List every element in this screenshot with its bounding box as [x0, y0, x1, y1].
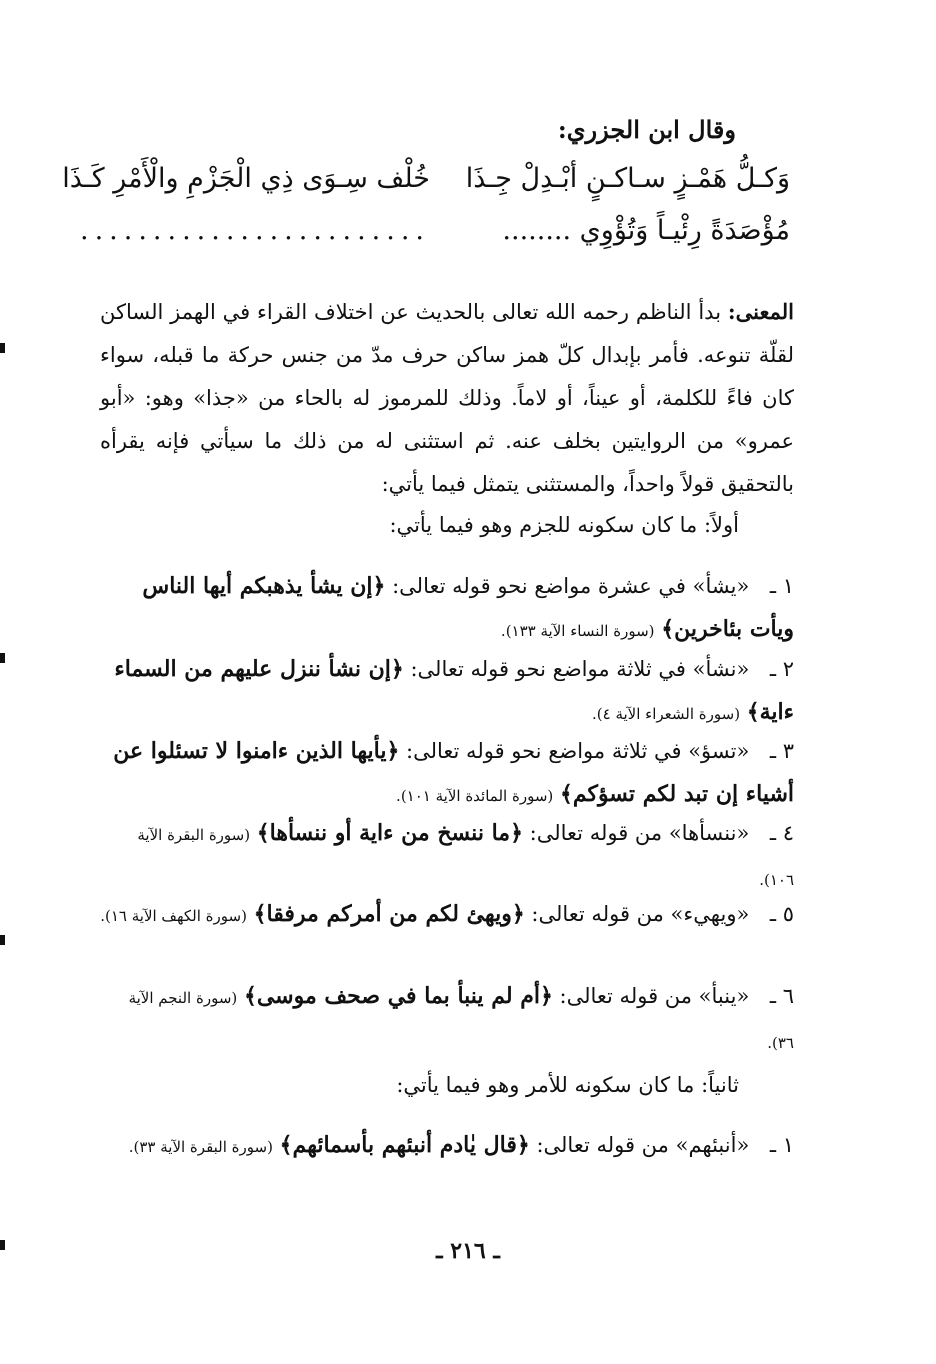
item-quote: ﴿قال يٰادم أنبئهم بأسمائهم﴾	[279, 1132, 530, 1158]
section-1-title: أولاً: ما كان سكونه للجزم وهو فيما يأتي:	[389, 513, 739, 537]
item-reference: (سورة النجم الآية ٣٦).	[128, 989, 794, 1052]
meaning-label: المعنى:	[727, 299, 794, 324]
item-word: «ويهيء» من قوله تعالى:	[531, 902, 750, 926]
item-reference: (سورة المائدة الآية ١٠١).	[396, 787, 554, 805]
item-quote: ﴿يأيها الذين ءامنوا لا تسئلوا عن أشياء إن تبد لكم تسؤكم﴾	[113, 738, 794, 807]
verse-heading: وقال ابن الجزري:	[557, 115, 736, 144]
list-item	[100, 812, 794, 902]
scan-edge-mark	[0, 653, 5, 663]
item-number: ٢ ـ	[769, 657, 794, 681]
verse-line-1	[62, 163, 790, 203]
item-quote: ﴿أم لم ينبأ بما في صحف موسى﴾	[243, 983, 553, 1009]
item-word: «نشأ» في ثلاثة مواضع نحو قوله تعالى:	[410, 657, 750, 681]
list-item	[100, 565, 794, 653]
item-reference: (سورة البقرة الآية ١٠٦).	[137, 826, 794, 889]
page-number: ـ ٢١٦ ـ	[436, 1238, 500, 1264]
scan-edge-mark	[0, 935, 5, 945]
item-number: ١ ـ	[769, 574, 794, 598]
list-item	[100, 1124, 794, 1169]
verse-line-1-right: وَكـلُّ هَمْـزٍ سـاكـنٍ أبْـدِلْ جِـذَا	[465, 163, 790, 194]
item-quote: ﴿ويهئ لكم من أمركم مرفقا﴾	[253, 901, 525, 927]
item-quote: ﴿إن نشأ ننزل عليهم من السماء ءاية﴾	[114, 656, 794, 725]
meaning-paragraph	[100, 290, 794, 506]
item-number: ٥ ـ	[769, 902, 794, 926]
item-reference: (سورة البقرة الآية ٣٣).	[128, 1138, 273, 1156]
item-quote: ﴿إن يشأ يذهبكم أيها الناس ويأت بئاخرين﴾	[142, 573, 794, 642]
list-item	[100, 730, 794, 818]
item-reference: (سورة الكهف الآية ١٦).	[100, 907, 247, 925]
list-item	[100, 975, 794, 1065]
list-item	[100, 893, 794, 938]
list-item	[100, 648, 794, 736]
item-reference: (سورة النساء الآية ١٣٣).	[500, 622, 655, 640]
scan-edge-mark	[0, 1240, 5, 1250]
verse-line-2-right: مُؤْصَدَةً رِئْيـاً وَتُؤْوِي ........	[502, 215, 790, 246]
item-word: «أنبئهم» من قوله تعالى:	[536, 1133, 750, 1157]
item-number: ٦ ـ	[769, 984, 794, 1008]
verse-line-2	[80, 215, 790, 255]
scan-edge-mark	[0, 343, 5, 353]
item-word: «يشأ» في عشرة مواضع نحو قوله تعالى:	[392, 574, 750, 598]
item-number: ٤ ـ	[769, 821, 794, 845]
verse-line-2-left: ........................	[80, 215, 430, 246]
item-word: «ينبأ» من قوله تعالى:	[559, 984, 750, 1008]
item-word: «ننسأها» من قوله تعالى:	[529, 821, 750, 845]
item-quote: ﴿ما ننسخ من ءاية أو ننسأها﴾	[256, 820, 523, 846]
item-word: «تسؤ» في ثلاثة مواضع نحو قوله تعالى:	[406, 739, 750, 763]
verse-line-1-left: خُلْف سِـوَى ذِي الْجَزْمِ والْأَمْرِ كَـذَا	[62, 163, 430, 194]
item-number: ٣ ـ	[769, 739, 794, 763]
item-reference: (سورة الشعراء الآية ٤).	[591, 705, 741, 723]
section-2-title: ثانياً: ما كان سكونه للأمر وهو فيما يأتي:	[396, 1073, 739, 1097]
meaning-text: بدأ الناظم رحمه الله تعالى بالحديث عن اختلاف القراء في الهمز الساكن لقلّة تنوعه. فأمر بإبدال كلّ همز ساكن حرف مدّ من جنس حركة ما قبله، سواء كان فاءً للكلمة، أو عيناً، أو لاماً. وذلك للمرموز له بالحاء من «جذا» وهو: «أبو عمرو» من الروايتين بخلف عنه. ثم استثنى له من ذلك ما سيأتي فإنه يقرأه بالتحقيق قولاً واحداً، والمستثنى يتمثل فيما يأتي:	[100, 300, 794, 496]
item-number: ١ ـ	[769, 1133, 794, 1157]
